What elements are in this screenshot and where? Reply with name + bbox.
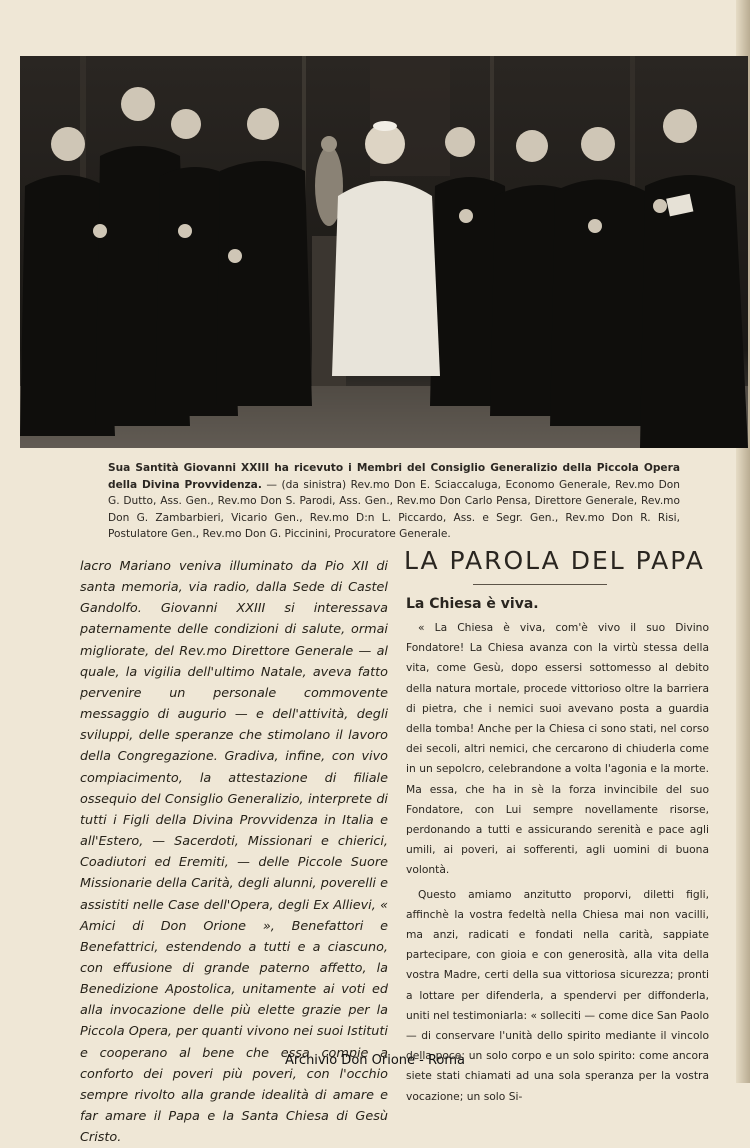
group-photograph: [20, 56, 748, 448]
left-column-text: lacro Mariano veniva illuminato da Pio XII di santa memoria, via radio, dalla Sede di Castel Gandolfo. Giovanni XXIII si interessava paternamente delle condizioni di salute, ormai migliorate, del Rev.mo Direttore Generale — al quale, la vigilia dell'ultimo Natale, aveva fatto pervenire un personale commovente messaggio di augurio — e dell'attività, degli sviluppi, delle speranze che stimolano il lavoro della Congregazione. Gradiva, infine, con vivo compiacimento, la attestazione di filiale ossequio del Consiglio Generalizio, interprete di tutti i Figli della Divina Provvidenza in Italia e all'Estero, — Sacerdoti, Missionari e chierici, Coadiutori ed Eremiti, — delle Piccole Suore Missionarie della Carità, degli alunni, poverelli e assistiti nelle Case dell'Opera, degli Ex Allievi, « Amici di Don Orione », Benefattori e Benefattrici, estendendo a tutti e a ciascuno, con effusione di grande paterno affetto, la Benedizione Apostolica, unitamente ai voti ed alla invocazione delle più elette grazie per la Piccola Opera, per quanti vivono nei suoi Istituti e cooperano al bene che essa compie a conforto dei poveri più poveri, con l'occhio sempre rivolto alla grande idealità di amare e far amare il Papa e la Santa Chiesa di Gesù Cristo.: [80, 559, 388, 1146]
paragraph-1: « La Chiesa è viva, com'è vivo il suo Divino Fondatore! La Chiesa avanza con la virtù stessa della vita, come Gesù, dopo essersi sottomesso al debito della natura mortale, procede vittorioso oltre la barriera di pietra, che i nemici suoi avevano posta a guardia della tomba! Anche per la Chiesa ci sono stati, nel corso dei secoli, altri nemici, che cercarono di chiuderla come in un sepolcro, celebrandone a volta l'agonia e la morte. Ma essa, che ha in sè la forza invincibile del suo Fondatore, con Lui sempre novellamente risorse, perdonando a tutti e assicurando serenità e pace agli umili, ai poveri, ai sofferenti, agli uomini di buona volontà.: [406, 621, 709, 877]
caption-lead: Sua Santità Giovanni XXIII ha ricevuto i Membri del Consiglio Generalizio della Piccola Opera della Divina Provvidenza.: [108, 462, 680, 491]
right-column: [406, 618, 709, 1107]
paragraph-2: Questo amiamo anzitutto proporvi, diletti figli, affinchè la vostra fedeltà nella Chiesa mai non vacilli, ma anzi, radicati e fondati nella carità, sappiate partecipare, con gioia e con generosità, alla vita della vostra Madre, certi della sua vittoriosa sicurezza; pronti a lottare per difenderla, a spendervi per diffonderla, uniti nel testimoniarla: « solleciti — come dice San Paolo — di conservare l'unità dello spirito mediante il vincolo della poce; un solo corpo e un solo spirito: come ancora siete stati chiamati ad una sola speranza per la vostra vocazione; un solo Si-: [406, 887, 709, 1103]
caption-names: — (da sinistra) Rev.mo Don E. Sciaccaluga, Economo Generale, Rev.mo Don G. Dutto, Ass. Gen., Rev.mo Don S. Parodi, Ass. Gen., Rev.mo Don Carlo Pensa, Direttore Generale, Rev.mo Don G. Zambarbieri, Vicario Gen., Rev.mo D:n L. Piccardo, Ass. e Segr. Gen., Rev.mo Don R. Risi, Postulatore Gen., Rev.mo Don G. Piccinini, Procuratore Generale.: [108, 478, 680, 540]
article-subhead: La Chiesa è viva.: [406, 596, 539, 612]
photo-caption: [108, 460, 680, 543]
headline-rule: [473, 584, 607, 585]
archive-footer: Archivio Don Orione - Roma: [284, 1053, 466, 1068]
article-headline: LA PAROLA DEL PAPA: [404, 546, 705, 575]
photograph-illustration: [20, 56, 748, 448]
